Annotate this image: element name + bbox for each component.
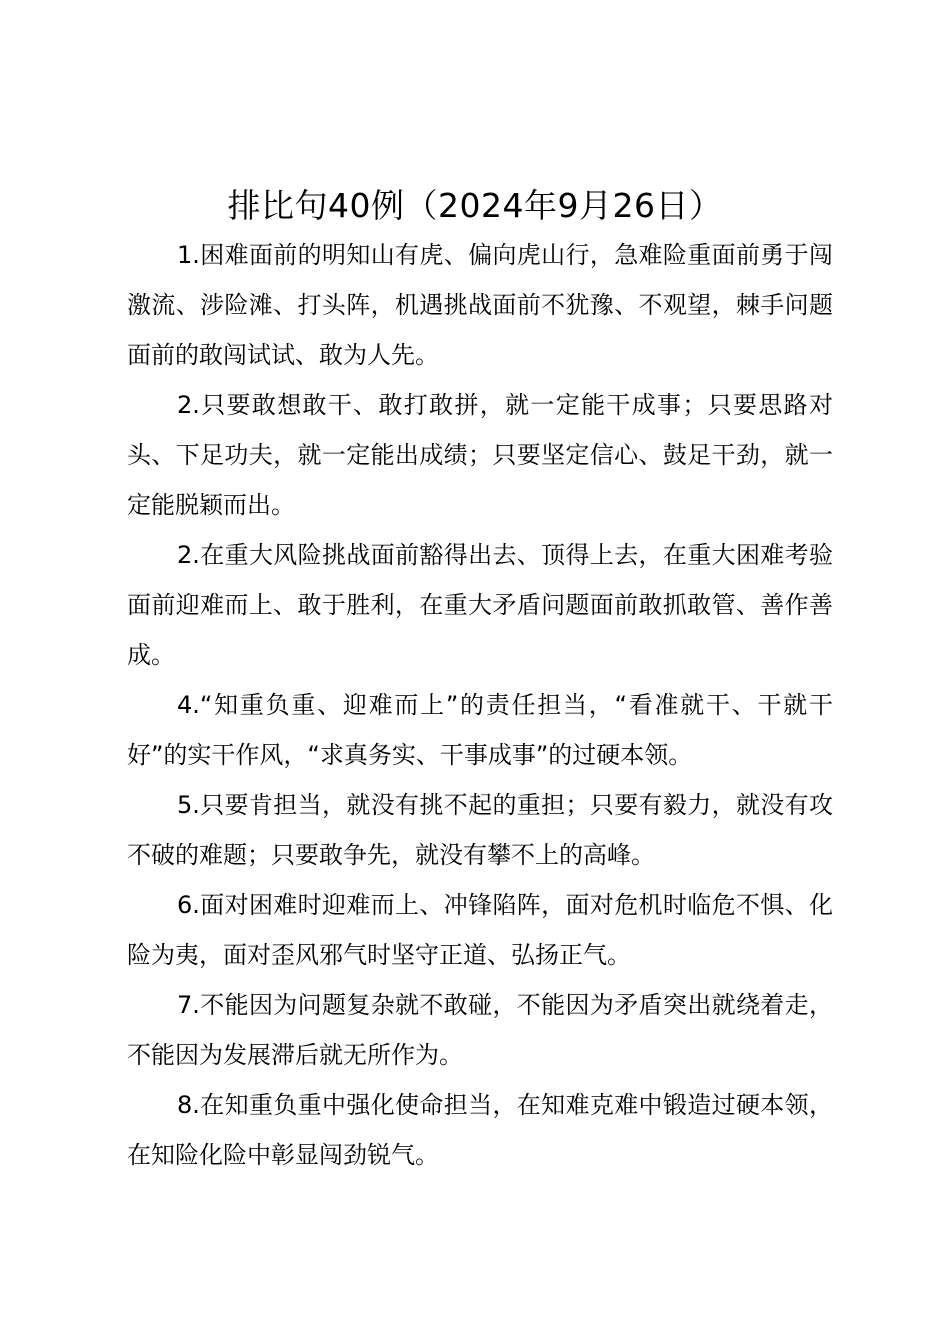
paragraph-1: 1.困难面前的明知山有虎、偏向虎山行，急难险重面前勇于闯激流、涉险滩、打头阵，机遇挑战面前不犹豫、不观望，棘手问题面前的敢闯试试、敢为人先。 — [127, 241, 833, 369]
paragraph-3: 2.在重大风险挑战面前豁得出去、顶得上去，在重大困难考验面前迎难而上、敢于胜利，在重大矛盾问题面前敢抓敢管、善作善成。 — [127, 541, 833, 669]
paragraph-2: 2.只要敢想敢干、敢打敢拼，就一定能干成事；只要思路对头、下足功夫，就一定能出成绩；只要坚定信心、鼓足干劲，就一定能脱颖而出。 — [127, 391, 833, 519]
paragraph-6: 6.面对困难时迎难而上、冲锋陷阵，面对危机时临危不惧、化险为夷，面对歪风邪气时坚守正道、弘扬正气。 — [127, 891, 833, 969]
paragraph-7: 7.不能因为问题复杂就不敢碰，不能因为矛盾突出就绕着走，不能因为发展滞后就无所作为。 — [127, 991, 833, 1069]
paragraph-4: 4.“知重负重、迎难而上”的责任担当，“看准就干、干就干好”的实干作风，“求真务实、干事成事”的过硬本领。 — [127, 691, 833, 769]
document-body — [127, 230, 833, 1180]
paragraph-8: 8.在知重负重中强化使命担当，在知难克难中锻造过硬本领，在知险化险中彰显闯劲锐气。 — [127, 1091, 833, 1169]
paragraph-5: 5.只要肯担当，就没有挑不起的重担；只要有毅力，就没有攻不破的难题；只要敢争先，就没有攀不上的高峰。 — [127, 791, 833, 869]
document-title: 排比句40例（2024年9月26日） — [227, 186, 723, 225]
